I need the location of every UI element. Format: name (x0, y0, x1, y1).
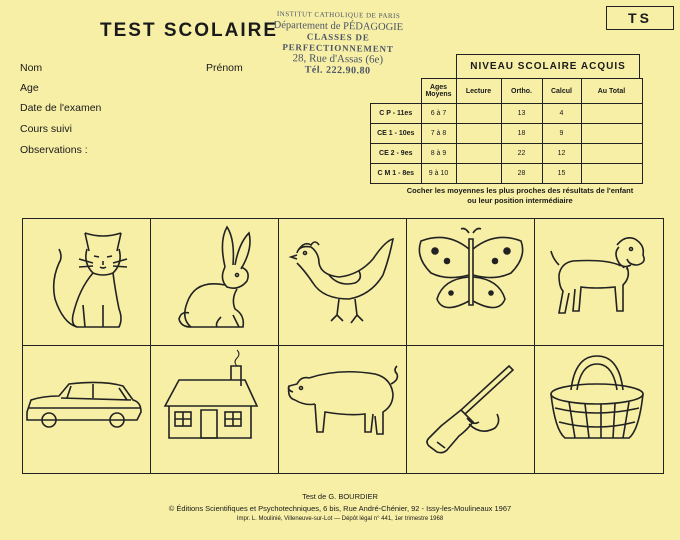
footer-author: Test de G. BOURDIER (302, 492, 378, 501)
calcul-header: Calcul (542, 79, 581, 104)
name-label: Nom (20, 62, 43, 74)
rabbit-drawing[interactable] (150, 218, 279, 346)
level-table (370, 78, 643, 184)
age-label: Age (20, 82, 39, 94)
ortho-cell[interactable]: 13 (501, 104, 542, 124)
calcul-cell[interactable]: 4 (542, 104, 581, 124)
calcul-cell[interactable]: 12 (542, 144, 581, 164)
table-note-2: ou leur position intermédiaire (467, 196, 573, 205)
total-cell[interactable] (581, 144, 642, 164)
first-name-label: Prénom (206, 62, 243, 74)
footer-publisher: © Éditions Scientifiques et Psychotechniques, 6 bis, Rue André-Chénier, 92 - Issy-les-Moulineaux 1967 (168, 504, 512, 513)
pig-drawing[interactable] (278, 345, 407, 474)
table-note-1: Cocher les moyennes les plus proches des résultats de l'enfant (406, 186, 634, 195)
table-row (371, 164, 643, 184)
ages-cell: 7 à 8 (421, 124, 456, 144)
ages-cell: 8 à 9 (421, 144, 456, 164)
stamp-line-4: 28, Rue d'Assas (6e) (292, 52, 384, 66)
house-drawing[interactable] (150, 345, 279, 474)
ages-cell: 9 à 10 (421, 164, 456, 184)
calcul-cell[interactable]: 9 (542, 124, 581, 144)
level-table-header-row (371, 79, 643, 104)
level-header-empty (371, 79, 422, 104)
dog-drawing[interactable] (534, 218, 664, 346)
course-label: Cours suivi (20, 123, 72, 135)
butterfly-drawing[interactable] (406, 218, 535, 346)
footer-printer: Impr. L. Moulinié, Villeneuve-sur-Lot — Dépôt légal n° 441, 1er trimestre 1968 (236, 516, 444, 522)
lecture-cell[interactable] (456, 144, 501, 164)
lecture-header: Lecture (456, 79, 501, 104)
test-code-box: TS (606, 6, 674, 30)
total-header: Au Total (581, 79, 642, 104)
table-row (371, 104, 643, 124)
level-cell: CE 1 - 10es (371, 124, 422, 144)
ortho-header: Ortho. (501, 79, 542, 104)
stamp-line-1: INSTITUT CATHOLIQUE DE PARIS (276, 9, 401, 21)
ages-header: Ages Moyens (421, 79, 456, 104)
level-table-title: NIVEAU SCOLAIRE ACQUIS (456, 54, 640, 79)
cat-drawing[interactable] (22, 218, 151, 346)
total-cell[interactable] (581, 104, 642, 124)
lecture-cell[interactable] (456, 124, 501, 144)
total-cell[interactable] (581, 164, 642, 184)
page-title: TEST SCOLAIRE (100, 20, 279, 41)
rifle-drawing[interactable] (406, 345, 535, 474)
table-row (371, 124, 643, 144)
level-cell: C P - 11es (371, 104, 422, 124)
stamp-line-5: Tél. 222.90.80 (304, 64, 371, 77)
table-row (371, 144, 643, 164)
observations-label: Observations : (20, 144, 88, 156)
lecture-cell[interactable] (456, 104, 501, 124)
total-cell[interactable] (581, 124, 642, 144)
ortho-cell[interactable]: 22 (501, 144, 542, 164)
level-cell: CE 2 - 9es (371, 144, 422, 164)
car-drawing[interactable] (22, 345, 151, 474)
ortho-cell[interactable]: 28 (501, 164, 542, 184)
ages-cell: 6 à 7 (421, 104, 456, 124)
level-cell: C M 1 - 8es (371, 164, 422, 184)
calcul-cell[interactable]: 15 (542, 164, 581, 184)
ortho-cell[interactable]: 18 (501, 124, 542, 144)
exam-date-label: Date de l'examen (20, 102, 102, 114)
basket-drawing[interactable] (534, 345, 664, 474)
picture-grid (22, 218, 664, 474)
lecture-cell[interactable] (456, 164, 501, 184)
hen-drawing[interactable] (278, 218, 407, 346)
stamp-line-2: Département de PÉDAGOGIE (273, 19, 404, 34)
stamp-line-3: CLASSES DE PERFECTIONNEMENT (282, 31, 394, 54)
